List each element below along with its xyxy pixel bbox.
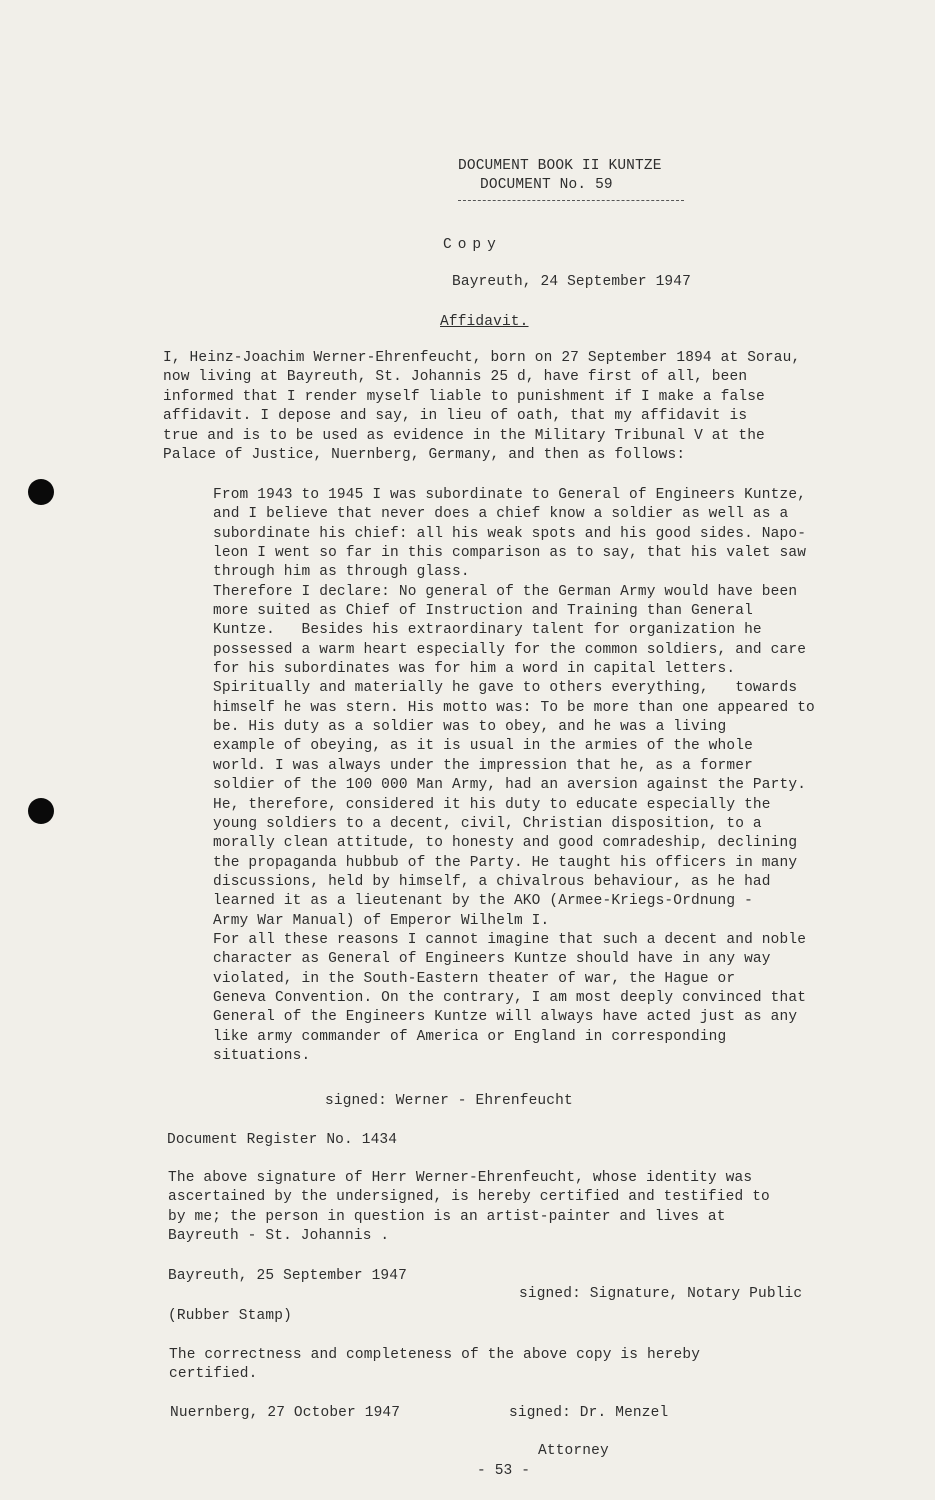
- notary-certification: The above signature of Herr Werner-Ehrenfeucht, whose identity was ascertained by the undersigned, is hereby certified and testified to by me; the person in question is an artist-painter and lives at Bayreuth - St. Johannis .: [168, 1170, 770, 1245]
- rubber-stamp-note: (Rubber Stamp): [168, 1308, 292, 1324]
- affidavit-body: From 1943 to 1945 I was subordinate to General of Engineers Kuntze, and I believe that never does a chief know a soldier as well as a subordinate his chief: all his weak spots and his good sides. Napo- leon I went so far in this comparison as to say, that his valet saw through him as through glass. Therefore I declare: No general of the German Army would have been more suited as Chief of Instruction and Training than General Kuntze. Besides his extraordinary talent for organization he possessed a warm heart especially for the common soldiers, and care for his subordinates was for him a word in capital letters. Spiritually and materially he gave to others everything, towards himself he was stern. His motto was: To be more than one appeared to be. His duty as a soldier was to obey, and he was a living example of obeying, as it is usual in the armies of the whole world. I was always under the impression that he, as a former soldier of the 100 000 Man Army, had an aversion against the Party. He, therefore, considered it his duty to educate especially the young soldiers to a decent, civil, Christian disposition, to a morally clean attitude, to honesty and good comradeship, declining the propaganda hubbub of the Party. He taught his officers in many discussions, held by himself, a chivalrous behaviour, as he had learned it as a lieutenant by the AKO (Armee-Kriegs-Ordnung - Army War Manual) of Emperor Wilhelm I. For all these reasons I cannot imagine that such a decent and noble character as General of Engineers Kuntze should have in any way violated, in the South-Eastern theater of war, the Hague or Geneva Convention. On the contrary, I am most deeply convinced that General of the Engineers Kuntze will always have acted just as any like army commander of America or England in corresponding situations.: [213, 487, 815, 1064]
- header-rule: [458, 200, 684, 201]
- final-date: Nuernberg, 27 October 1947: [170, 1405, 401, 1421]
- punch-hole: [28, 798, 54, 824]
- copy-label: Copy: [443, 237, 502, 253]
- notary-signature: signed: Signature, Notary Public: [519, 1286, 803, 1302]
- affidavit-title: Affidavit.: [440, 314, 529, 330]
- notary-date: Bayreuth, 25 September 1947: [168, 1268, 407, 1284]
- affiant-signature: signed: Werner - Ehrenfeucht: [325, 1093, 573, 1109]
- attorney-signature: signed: Dr. Menzel: [509, 1405, 669, 1421]
- dateline: Bayreuth, 24 September 1947: [452, 274, 691, 290]
- document-register: Document Register No. 1434: [167, 1132, 398, 1148]
- page-number: - 53 -: [477, 1463, 531, 1479]
- document-book-header: DOCUMENT BOOK II KUNTZE: [458, 158, 662, 174]
- document-number: DOCUMENT No. 59: [480, 177, 613, 193]
- punch-hole: [28, 479, 54, 505]
- intro-paragraph: I, Heinz-Joachim Werner-Ehrenfeucht, born on 27 September 1894 at Sorau, now living at Bayreuth, St. Johannis 25 d, have first of all, been informed that I render myself liable to punishment if I make a false affidavit. I depose and say, in lieu of oath, that my affidavit is true and is to be used as evidence in the Military Tribunal V at the Palace of Justice, Nuernberg, Germany, and then as follows:: [163, 350, 801, 464]
- attorney-title: Attorney: [538, 1443, 609, 1459]
- correctness-statement: The correctness and completeness of the above copy is hereby certified.: [169, 1347, 701, 1383]
